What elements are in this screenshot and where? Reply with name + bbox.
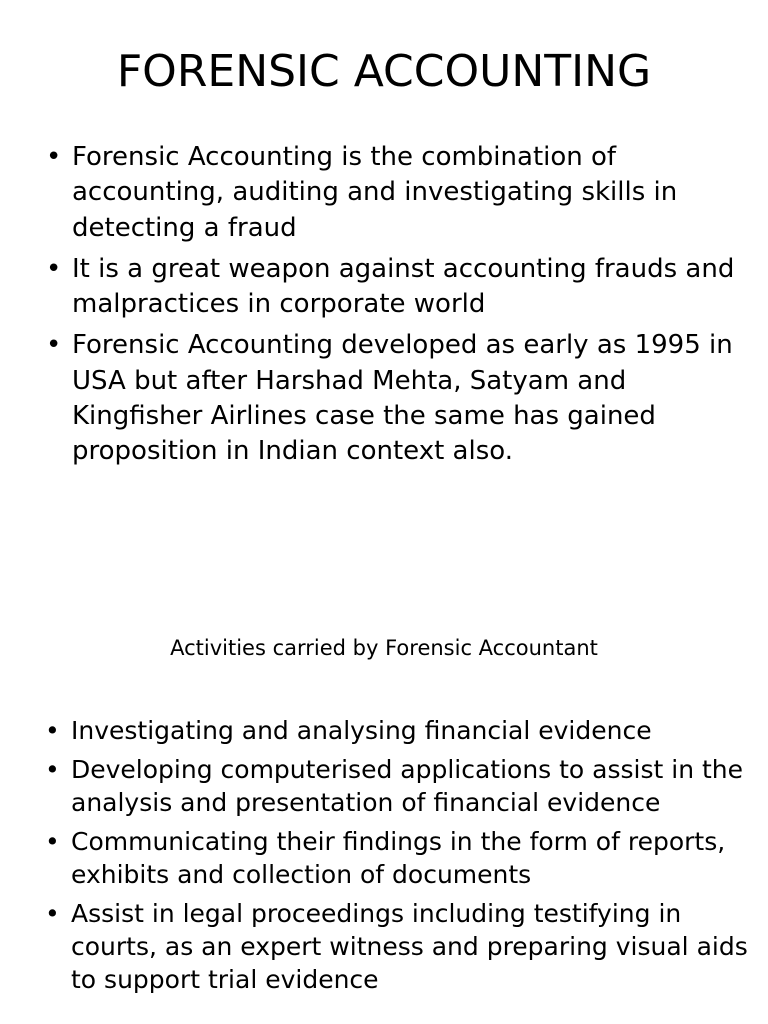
slide-title: FORENSIC ACCOUNTING	[116, 46, 652, 97]
bullet-dot-icon: •	[45, 755, 60, 784]
bullet-text: It is a great weapon against accounting frauds and malpractices in corporate world	[72, 253, 735, 320]
bullet-dot-icon: •	[46, 142, 62, 172]
bullet-dot-icon: •	[46, 330, 62, 361]
slide-1-bullet-list	[46, 140, 746, 476]
slide-2-bullet-list	[45, 714, 755, 1002]
bullet-item	[45, 825, 755, 891]
bullet-text: Communicating their findings in the form of reports, exhibits and collection of documents	[71, 827, 726, 889]
bullet-item	[46, 252, 746, 323]
bullet-text: Assist in legal proceedings including testifying in courts, as an expert witness and preparing visual aids to support trial evidence	[71, 899, 748, 994]
slide-2	[0, 600, 768, 1024]
bullet-item	[46, 140, 746, 246]
bullet-item	[46, 328, 746, 469]
bullet-dot-icon: •	[45, 899, 60, 928]
bullet-text: Forensic Accounting developed as early as 1995 in USA but after Harshad Mehta, Satyam and Kingfisher Airlines case the same has gained proposition in Indian context also.	[72, 330, 733, 467]
bullet-text: Developing computerised applications to assist in the analysis and presentation of financial evidence	[71, 755, 744, 817]
bullet-text: Investigating and analysing financial evidence	[71, 716, 652, 745]
bullet-item	[45, 897, 755, 996]
bullet-dot-icon: •	[46, 253, 62, 284]
slide-subtitle: Activities carried by Forensic Accountant	[170, 636, 598, 660]
bullet-text: Forensic Accounting is the combination of accounting, auditing and investigating skills in detecting a fraud	[72, 142, 678, 243]
bullet-dot-icon: •	[45, 827, 60, 856]
bullet-dot-icon: •	[45, 716, 60, 745]
bullet-item	[45, 714, 755, 747]
bullet-item	[45, 753, 755, 819]
